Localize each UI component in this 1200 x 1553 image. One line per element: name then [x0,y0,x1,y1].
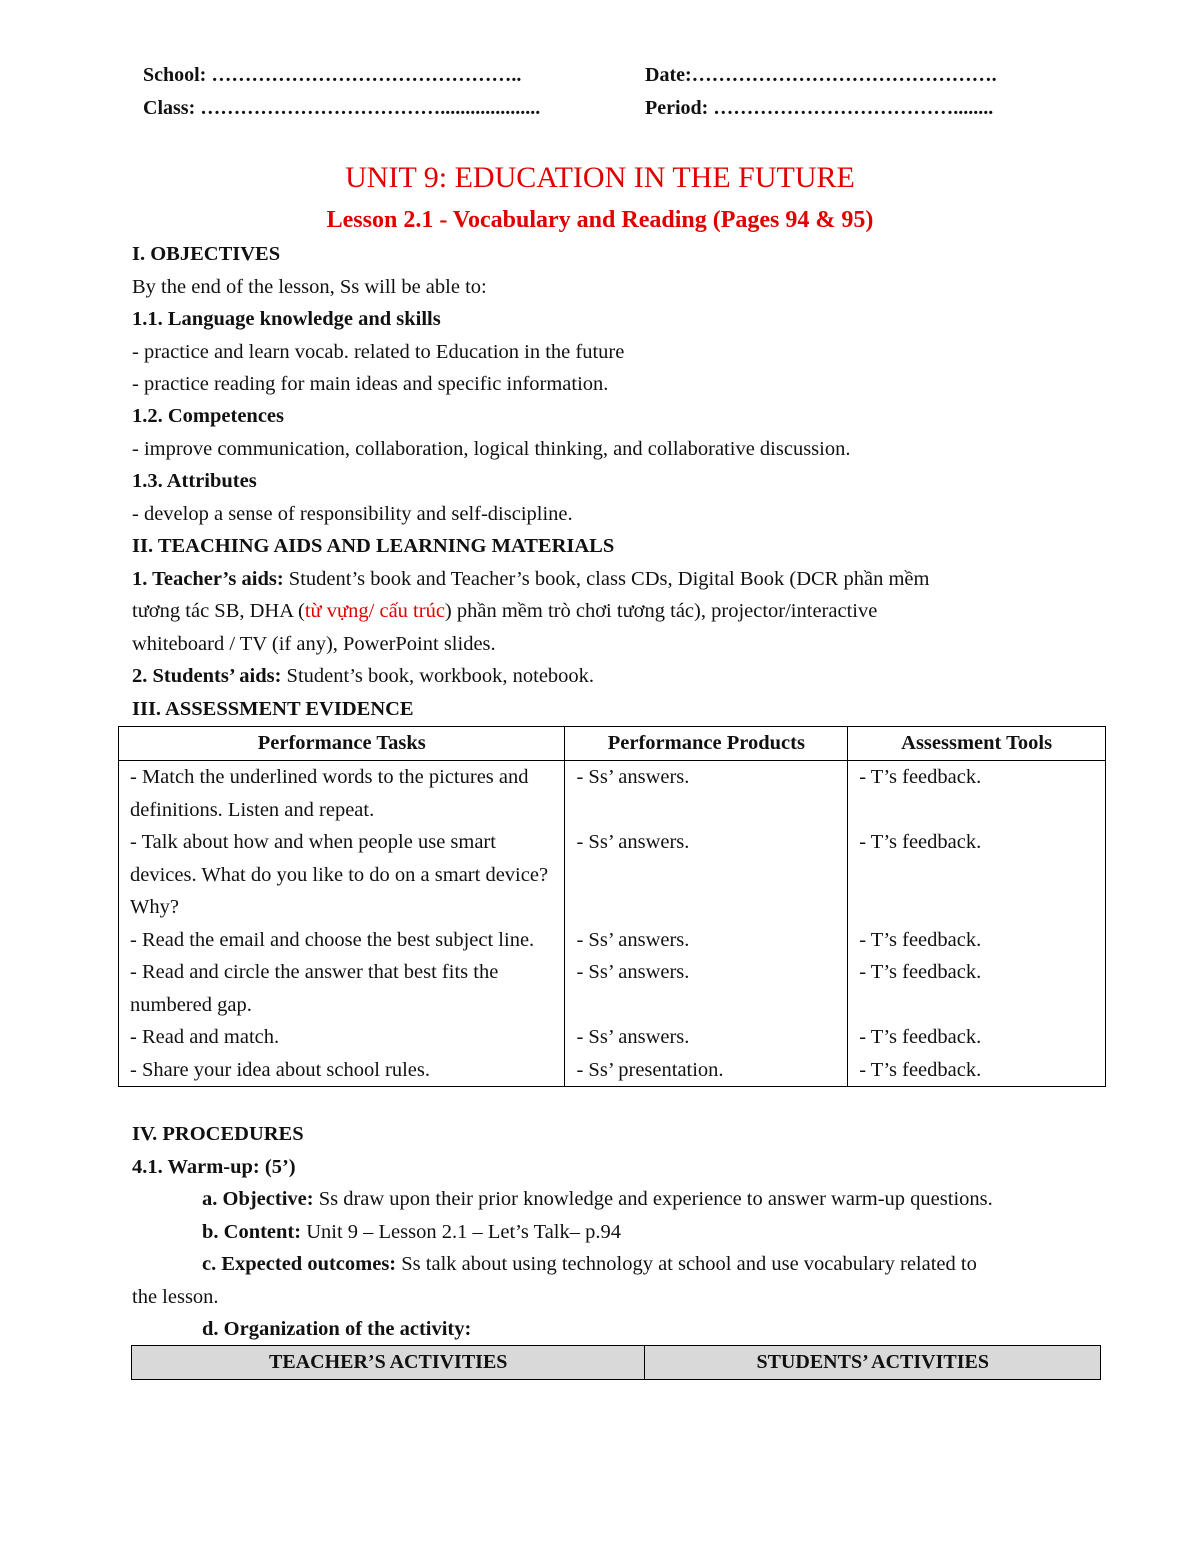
task-cell: - Read the email and choose the best subject line. [119,924,565,957]
teacher-aids-line-3: whiteboard / TV (if any), PowerPoint slides. [132,633,496,655]
product-cell: - Ss’ answers. [565,826,848,924]
task-cell: - Share your idea about school rules. [119,1054,565,1087]
teacher-aids-text: Student’s book and Teacher’s book, class CDs, Digital Book (DCR phần mềm [283,568,930,590]
student-aids-text: Student’s book, workbook, notebook. [281,665,595,687]
table-row [119,1021,1106,1054]
teacher-activities-header: TEACHER’S ACTIVITIES [132,1346,645,1380]
product-cell: - Ss’ answers. [565,956,848,1021]
table-row [119,826,1106,924]
tool-cell: - T’s feedback. [848,826,1106,924]
outcomes-text: Ss talk about using technology at school and use vocabulary related to [396,1253,977,1275]
product-cell: - Ss’ presentation. [565,1054,848,1087]
activities-table [131,1345,1101,1380]
outcomes-label: c. Expected outcomes: [202,1253,397,1275]
date-field: Date:………………………………………. [645,64,997,86]
table-row [119,956,1106,1021]
task-cell: - Read and circle the answer that best fits the numbered gap. [119,956,565,1021]
student-aids-label: 2. Students’ aids: [132,665,282,687]
objective-item: - practice and learn vocab. related to Education in the future [132,341,625,363]
tool-cell: - T’s feedback. [848,761,1106,827]
aids-heading: II. TEACHING AIDS AND LEARNING MATERIALS [132,535,615,557]
teacher-aids-label: 1. Teacher’s aids: [132,568,284,590]
outcomes-line [202,1251,977,1277]
objective-item: - practice reading for main ideas and specific information. [132,373,609,395]
table-header-row [119,727,1106,761]
language-skills-heading: 1.1. Language knowledge and skills [132,308,441,330]
procedures-heading: IV. PROCEDURES [132,1123,304,1145]
lesson-title: Lesson 2.1 - Vocabulary and Reading (Pages 94 & 95) [326,207,874,233]
unit-title: UNIT 9: EDUCATION IN THE FUTURE [345,161,855,194]
objective-item: - improve communication, collaboration, logical thinking, and collaborative discussion. [132,438,851,460]
product-cell: - Ss’ answers. [565,924,848,957]
column-header: Performance Products [565,727,848,761]
tool-cell: - T’s feedback. [848,924,1106,957]
table-header-row [132,1346,1101,1380]
teacher-aids-highlight: từ vựng/ cấu trúc [304,600,445,622]
period-field: Period: ………………………………........ [645,97,994,119]
objective-item: - develop a sense of responsibility and self-discipline. [132,503,573,525]
objective-label: a. Objective: [202,1188,314,1210]
competences-heading: 1.2. Competences [132,405,285,427]
task-cell: - Match the underlined words to the pictures and definitions. Listen and repeat. [119,761,565,827]
students-activities-header: STUDENTS’ ACTIVITIES [645,1346,1101,1380]
warmup-heading: 4.1. Warm-up: (5’) [132,1156,296,1178]
objective-text: Ss draw upon their prior knowledge and experience to answer warm-up questions. [313,1188,993,1210]
column-header: Assessment Tools [848,727,1106,761]
class-field: Class: ……………………………….................... [143,97,541,119]
organization-label: d. Organization of the activity: [202,1318,472,1340]
column-header: Performance Tasks [119,727,565,761]
content-text: Unit 9 – Lesson 2.1 – Let’s Talk– p.94 [301,1221,621,1243]
content-line [202,1219,621,1245]
teacher-aids-text: ) phần mềm trò chơi tương tác), projector/interactive [444,600,878,622]
tool-cell: - T’s feedback. [848,956,1106,1021]
school-field: School: ……………………………………….. [143,64,522,86]
table-row [119,1054,1106,1087]
teacher-aids-line-1 [132,566,929,592]
assessment-table [118,726,1106,1087]
content-label: b. Content: [202,1221,302,1243]
outcomes-line-2: the lesson. [132,1286,219,1308]
product-cell: - Ss’ answers. [565,1021,848,1054]
tool-cell: - T’s feedback. [848,1021,1106,1054]
assessment-heading: III. ASSESSMENT EVIDENCE [132,698,414,720]
table-row [119,761,1106,827]
task-cell: - Read and match. [119,1021,565,1054]
teacher-aids-text: tương tác SB, DHA ( [132,600,305,622]
table-row [119,924,1106,957]
teacher-aids-line-2 [132,598,877,624]
objectives-heading: I. OBJECTIVES [132,243,281,265]
task-cell: - Talk about how and when people use smart devices. What do you like to do on a smart device? Why? [119,826,565,924]
objectives-intro: By the end of the lesson, Ss will be able to: [132,276,487,298]
attributes-heading: 1.3. Attributes [132,470,257,492]
tool-cell: - T’s feedback. [848,1054,1106,1087]
objective-line [202,1186,993,1212]
student-aids-line [132,663,594,689]
product-cell: - Ss’ answers. [565,761,848,827]
